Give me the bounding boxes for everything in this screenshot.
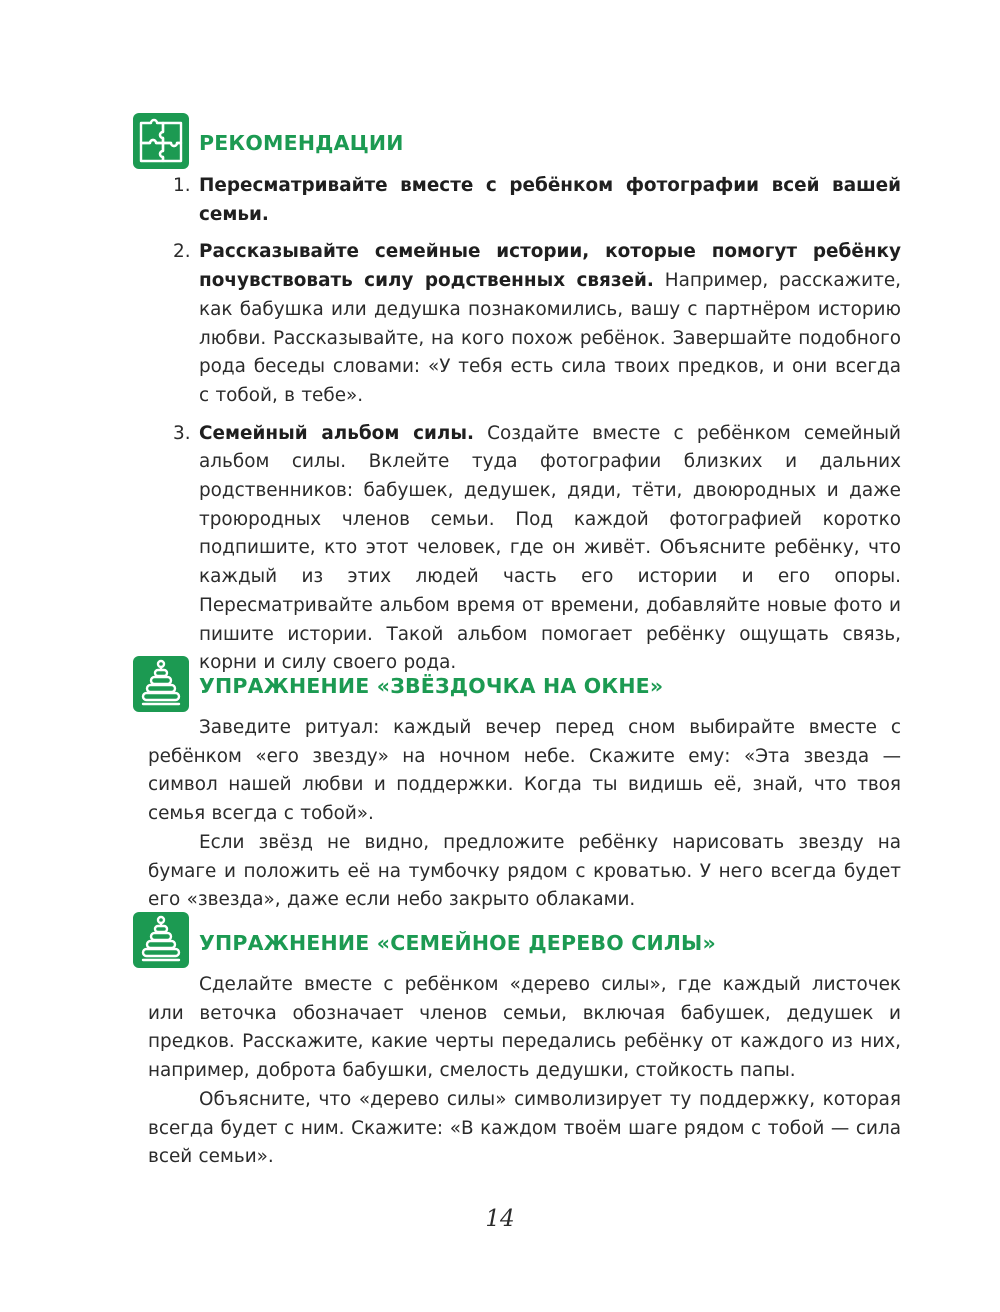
paragraph: Заведите ритуал: каждый вечер перед сном выбирайте вместе с ребёнком «его звезду» на ночном небе. Скажите ему: «Эта звезда — символ нашей любви и поддержки. Когда ты видишь её, знай, что твоя семья всегда с тобой». xyxy=(148,717,901,825)
list-item-number: 3. xyxy=(173,422,191,444)
list-item-bold: Рассказывайте семейные истории, которые помогут ребёнку почувствовать силу родственных связей. xyxy=(199,241,901,292)
paragraph: Объясните, что «дерево силы» символизирует ту поддержку, которая всегда будет с ним. Скажите: «В каждом твоём шаге рядом с тобой — сила всей семьи». xyxy=(148,1088,901,1168)
exercise-tree-body xyxy=(148,971,901,1172)
pyramid-toy-icon xyxy=(133,656,189,712)
page-number: 14 xyxy=(485,1206,515,1232)
exercise-tree-heading: УПРАЖНЕНИЕ «СЕМЕЙНОЕ ДЕРЕВО СИЛЫ» xyxy=(199,931,716,955)
recommendations-list xyxy=(173,172,901,687)
list-item xyxy=(173,238,901,410)
pyramid-toy-icon xyxy=(133,912,189,968)
list-item xyxy=(173,420,901,678)
list-item-bold: Семейный альбом силы. xyxy=(199,422,474,444)
paragraph: Сделайте вместе с ребёнком «дерево силы», где каждый листочек или веточка обозначает членов семьи, включая бабушек, дедушек и предков. Расскажите, какие черты передались ребёнку от каждого из них, например, доброта бабушки, смелость дедушки, стойкость папы. xyxy=(148,974,901,1082)
paragraph: Если звёзд не видно, предложите ребёнку нарисовать звезду на бумаге и положить её на тумбочку рядом с кроватью. У него всегда будет его «звезда», даже если небо закрыто облаками. xyxy=(148,831,901,911)
list-item-number: 1. xyxy=(173,175,191,196)
list-item xyxy=(173,172,901,229)
recommendations-heading: РЕКОМЕНДАЦИИ xyxy=(199,131,404,155)
list-item-bold: Пересматривайте вместе с ребёнком фотографии всей вашей семьи. xyxy=(199,175,901,225)
exercise-star-body xyxy=(148,714,901,915)
exercise-star-heading: УПРАЖНЕНИЕ «ЗВЁЗДОЧКА НА ОКНЕ» xyxy=(199,674,664,698)
list-item-text: Например, расскажите, как бабушка или дедушка познакомились, вашу с партнёром историю любви. Рассказывайте, на кого похож ребёнок. Завершайте подобного рода беседы словами: «У тебя есть сила твоих предков, и они всегда с тобой, в тебе». xyxy=(199,270,901,406)
puzzle-icon xyxy=(133,113,189,169)
list-item-text: Создайте вместе с ребёнком семейный альбом силы. Вклейте туда фотографии близких и дальних родственников: бабушек, дедушек, дяди, тёти, двоюродных и даже троюродных членов семьи. Под каждой фотографией коротко подпишите, кто этот человек, где он живёт. Объясните ребёнку, что каждый из этих людей часть его истории и его опоры. Пересматривайте альбом время от времени, добавляйте новые фото и пишите истории. Такой альбом помогает ребёнку ощущать связь, корни и силу своего рода. xyxy=(199,422,901,674)
list-item-number: 2. xyxy=(173,241,191,263)
